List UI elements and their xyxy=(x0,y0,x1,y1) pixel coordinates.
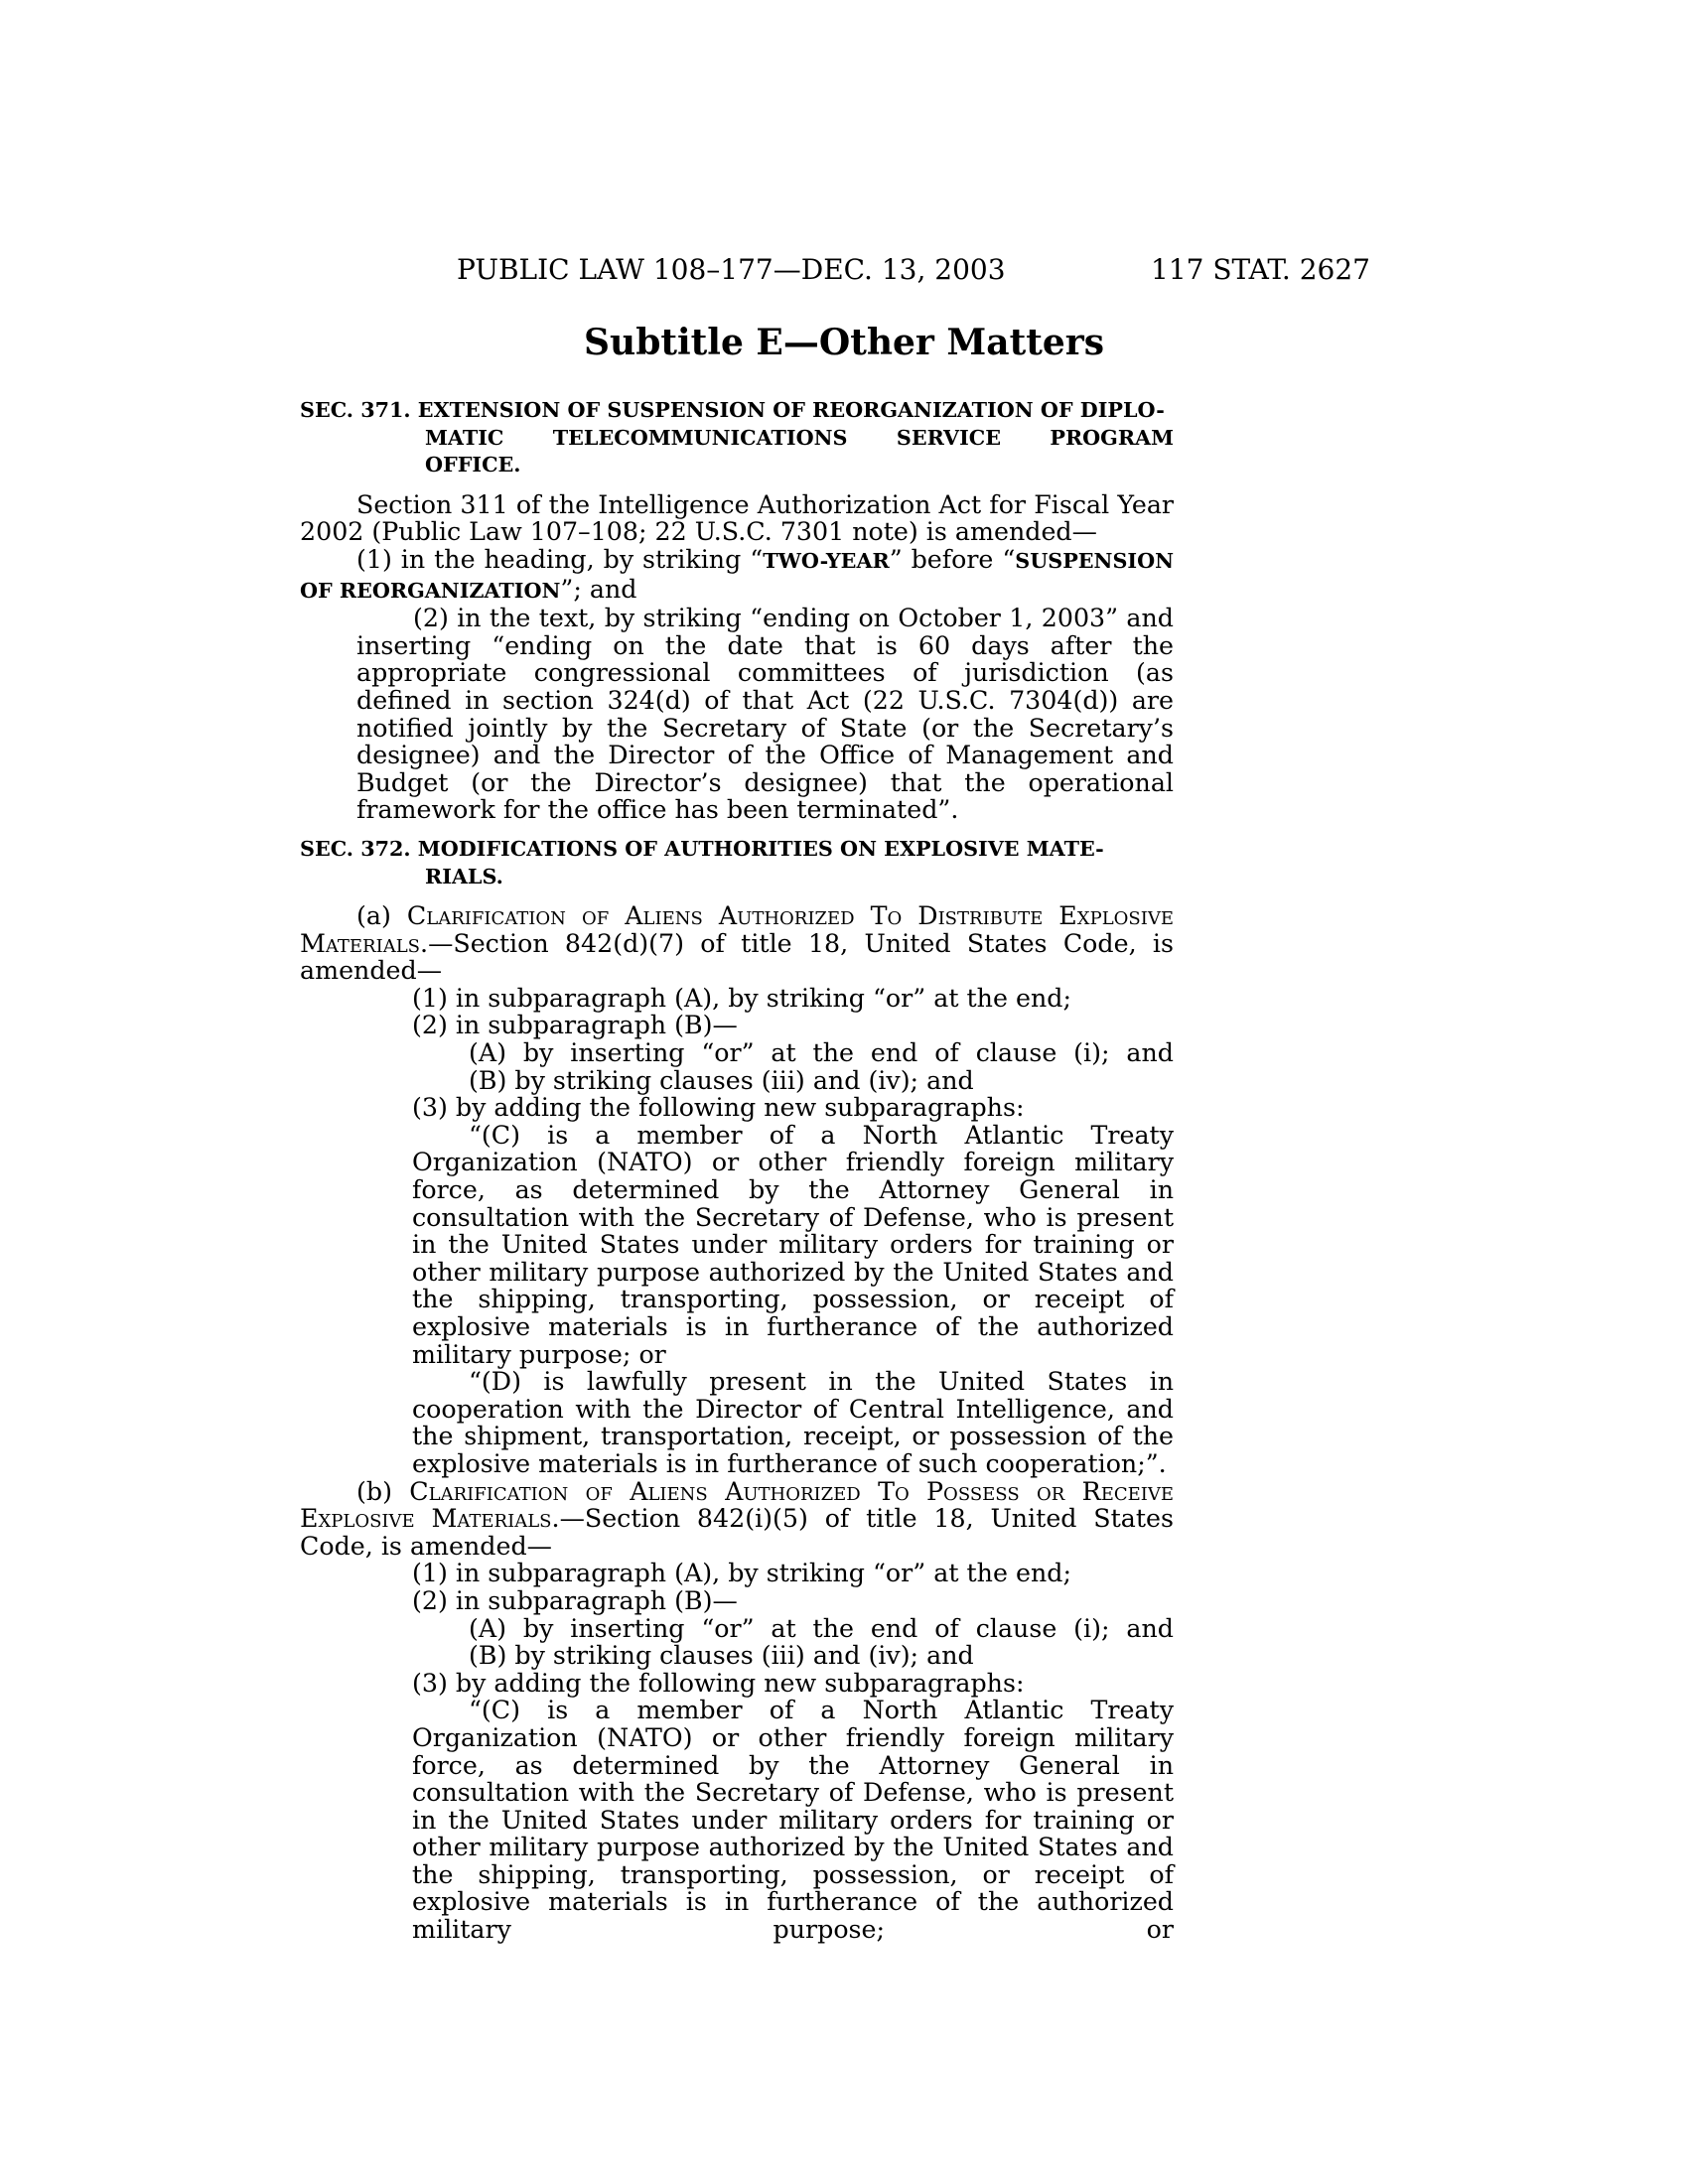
section-371-item1: (1) in the heading, by striking “TWO-YEAR” before “SUSPENSION OF REORGANIZATION”; and xyxy=(300,544,1174,604)
subsection-b-item2B: (B) by striking clauses (iii) and (iv); and xyxy=(469,1641,974,1671)
subsection-a-para-D: “(D) is lawfully present in the United States in cooperation with the Director of Central Intelligence, and the shipment, transportation, receipt, or possession of the explosive materials is in furtherance of such cooperation;”. xyxy=(412,1367,1174,1478)
subsection-a: (a) Clarification of Aliens Authorized To Distribute Explosive Materials.—Section 842(d)(7) of title 18, United States Code, is amended— xyxy=(300,901,1174,986)
section-371-intro: Section 311 of the Intelligence Authorization Act for Fiscal Year 2002 (Public Law 107–108; 22 U.S.C. 7301 note) is amended— xyxy=(300,489,1174,547)
subsection-a-para-C: “(C) is a member of a North Atlantic Treaty Organization (NATO) or other friendly foreign military force, as determined by the Attorney General in consultation with the Secretary of Defense, who is present in the United States under military orders for training or other military purpose authorized by the United States and the shipping, transporting, possession, or receipt of explosive materials is in furtherance of the authorized military purpose; or xyxy=(412,1120,1174,1369)
stat-reference: 117 STAT. 2627 xyxy=(1151,253,1370,286)
section-371-heading-line1: SEC. 371. EXTENSION OF SUSPENSION OF REORGANIZATION OF DIPLO- xyxy=(300,398,1165,422)
running-title: PUBLIC LAW 108–177—DEC. 13, 2003 xyxy=(457,253,1006,286)
subsection-b-item2: (2) in subparagraph (B)— xyxy=(412,1585,738,1615)
heading-term: SUSPENSION OF REORGANIZATION xyxy=(300,548,1174,603)
subsection-a-caption: Clarification of Aliens Authorized To Distribute Explosive Materials. xyxy=(300,901,1174,958)
subtitle-heading: Subtitle E—Other Matters xyxy=(584,322,1104,363)
body-text xyxy=(300,397,1174,1944)
section-372-heading xyxy=(300,836,1174,890)
subsection-a-item2B: (B) by striking clauses (iii) and (iv); and xyxy=(469,1065,974,1095)
subsection-a-item2: (2) in subparagraph (B)— xyxy=(412,1011,738,1040)
subsection-a-item3: (3) by adding the following new subparagraphs: xyxy=(412,1093,1025,1123)
subsection-b: (b) Clarification of Aliens Authorized To Possess or Receive Explosive Materials.—Section 842(i)(5) of title 18, United States Code, is amended— xyxy=(300,1476,1174,1561)
struck-term: TWO-YEAR xyxy=(763,548,890,573)
subsection-b-para-C: “(C) is a member of a North Atlantic Treaty Organization (NATO) or other friendly foreign military force, as determined by the Attorney General in consultation with the Secretary of Defense, who is present in the United States under military orders for training or other military purpose authorized by the United States and the shipping, transporting, possession, or receipt of explosive materials is in furtherance of the authorized military purpose; or xyxy=(412,1696,1174,1945)
subsection-a-item1: (1) in subparagraph (A), by striking “or” at the end; xyxy=(412,983,1071,1013)
section-372-heading-line2: RIALS. xyxy=(425,864,503,888)
subsection-b-caption: Clarification of Aliens Authorized To Possess or Receive Explosive Materials. xyxy=(300,1476,1174,1534)
section-371-heading-line2: MATIC TELECOMMUNICATIONS SERVICE PROGRAM xyxy=(425,425,1174,450)
subsection-b-item3: (3) by adding the following new subparagraphs: xyxy=(412,1668,1025,1698)
section-371-heading-line3: OFFICE. xyxy=(425,453,521,478)
running-head xyxy=(457,250,1370,290)
subsection-a-item2A: (A) by inserting “or” at the end of clause (i); and xyxy=(469,1038,1174,1068)
section-372-heading-line1: SEC. 372. MODIFICATIONS OF AUTHORITIES ON EXPLOSIVE MATE- xyxy=(300,836,1104,861)
subsection-b-item1: (1) in subparagraph (A), by striking “or” at the end; xyxy=(412,1559,1071,1588)
subsection-b-item2A: (A) by inserting “or” at the end of clause (i); and xyxy=(469,1613,1174,1643)
section-371-item2: (2) in the text, by striking “ending on October 1, 2003” and inserting “ending on the date that is 60 days after the appropriate congressional committees of jurisdiction (as defined in section 324(d) of that Act (22 U.S.C. 7304(d)) are notified jointly by the Secretary of State (or the Secretary’s designee) and the Director of the Office of Management and Budget (or the Director’s designee) that the operational framework for the office has been terminated”. xyxy=(356,604,1174,825)
section-371-heading xyxy=(300,397,1174,479)
